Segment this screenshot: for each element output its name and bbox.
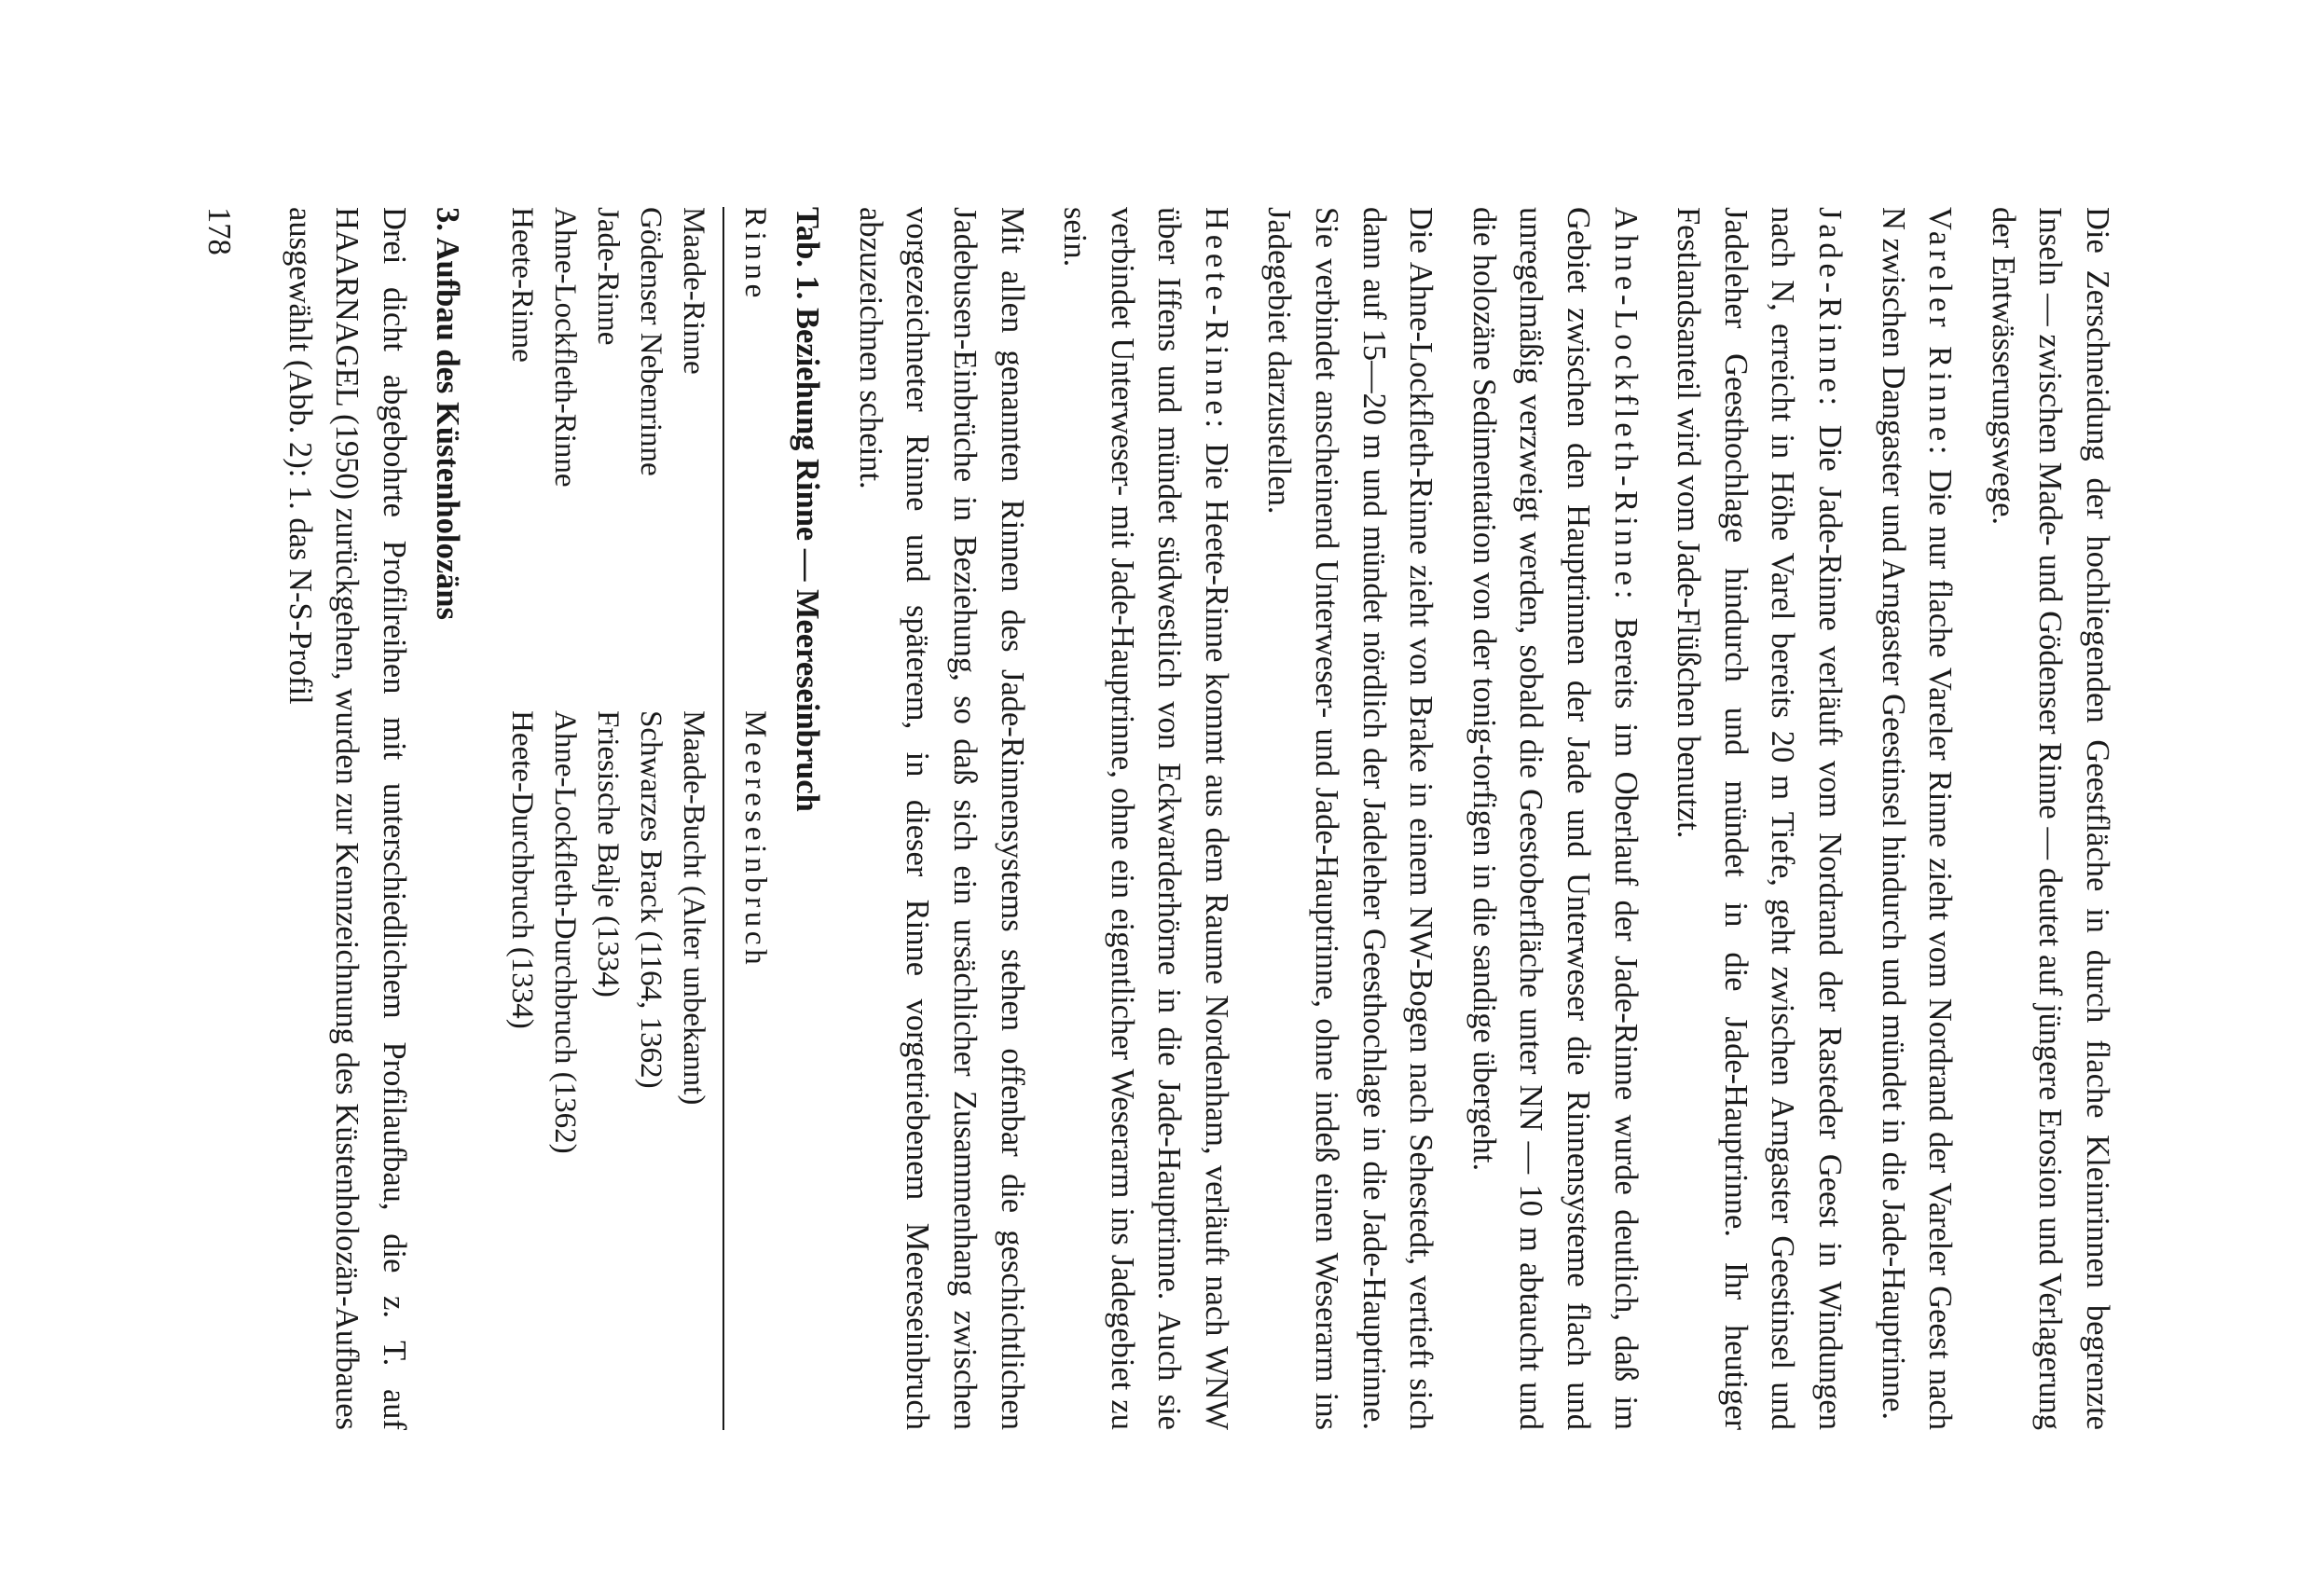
paragraph-lead: Jade-Rinne: — [1812, 207, 1849, 410]
cell-meereseinbruch: Ahne-Lockfleth-Durchbruch (1362) — [547, 710, 582, 1154]
cell-rinne: Gödenser Nebenrinne — [633, 207, 667, 476]
table-row — [501, 207, 544, 1430]
paragraph-text: Die Zerschneidung der hochliegenden Geestfläche in durch flache Kleinrinnen begrenzte Inseln — zwischen Made- und Gödenser Rinne — deutet auf jüngere Erosion und Verlagerung der Entwässerungswege. — [1985, 207, 2115, 1430]
paragraph — [1665, 207, 1853, 1430]
table-caption: Tab. 1. Beziehung Rinne — Meereseinbruch — [790, 207, 826, 812]
page-number: 178 — [201, 207, 237, 255]
paragraph-text: Die nur flache Vareler Rinne zieht vom Nordrand der Vareler Geest nach N zwischen Dangaster und Arngaster Geestinsel hindurch und mündet in die Jade-Hauptrinne. — [1875, 207, 1959, 1430]
paragraph — [1869, 207, 1963, 1430]
paragraph-text: Die Ahne-Lockfleth-Rinne zieht von Brake in einem NW-Bogen nach Sehestedt, vertieft sich dann auf 15—20 m und mündet nördlich der Jadeleher Geesthochlage in die Jade-Hauptrinne. Sie verbindet anscheinend Unterweser- und Jade-Hauptrinne, ohne indeß einen Weserarm ins Jadegebiet darzustellen. — [1261, 207, 1439, 1430]
cell-rinne: Heete-Rinne — [504, 207, 539, 363]
paragraph-lead: Heete-Rinne: — [1198, 207, 1234, 433]
text-column — [260, 207, 2121, 1430]
table-header-rinne: Rinne — [737, 207, 772, 302]
table-row — [544, 207, 586, 1430]
body-paragraphs — [846, 207, 2121, 1430]
section-heading: 3. Aufbau des Küstenholozäns — [429, 207, 465, 620]
paragraph-text: Mit allen genannten Rinnen des Jade-Rinnensystems stehen offenbar die geschichtlichen Jadebusen-Einbrüche in Beziehung, so daß sich ein ursächlicher Zusammenhang zwischen vorgezeichneter Rinne und späterem, in dieser Rinne vorgetriebenem Meereseinbruch abzuzeichnen scheint. — [852, 207, 1030, 1430]
paragraph — [1460, 207, 1648, 1430]
paragraph — [1052, 207, 1240, 1430]
cell-meereseinbruch: Schwarzes Brack (1164, 1362) — [633, 710, 667, 1089]
cell-meereseinbruch: Heete-Durchbruch (1334) — [504, 710, 539, 1029]
table-row — [586, 207, 629, 1430]
table-header-meereseinbruch: Meereseinbruch — [737, 710, 772, 970]
table-body — [501, 207, 723, 1430]
cell-rinne: Ahne-Lockfleth-Rinne — [547, 207, 582, 488]
section-paragraph: Drei dicht abgebohrte Profilreihen mit unterschiedlichem Profilaufbau, die z. T. auf HAARNAGEL (1950) zurückgehen, wurden zur Kennzeichnung des Küstenholozän-Aufbaues ausgewählt (Abb. 2): 1. das N-S-Profil — [282, 207, 412, 1430]
table-row — [629, 207, 672, 1430]
cell-rinne: Maade-Rinne — [672, 207, 723, 710]
cell-rinne: Jade-Rinne — [590, 207, 625, 346]
paragraph — [1256, 207, 1444, 1430]
rinne-table — [501, 207, 778, 1430]
table-row — [672, 207, 723, 1430]
paragraph-lead: Ahne-Lockfleth-Rinne: — [1607, 207, 1644, 604]
paragraph-text: Bereits im Oberlauf der Jade-Rinne wurde deutlich, daß im Gebiet zwischen den Hauptrinnen der Jade und Unterweser die Rinnensysteme flach und unregelmäßig verzweigt werden, sobald die Geestoberfläche unter NN — 10 m abtaucht und die holozäne Sedimentation von der tonig-torfigen in die sandige übergeht. — [1466, 207, 1644, 1430]
paragraph-text: Die Jade-Rinne verläuft vom Nordrand der Rasteder Geest in Windungen nach N, erreicht in Höhe Varel bereits 20 m Tiefe, geht zwischen Arngaster Geestinsel und Jadeleher Geesthochlage hindurch und mündet in die Jade-Hauptrinne. Ihr heutiger Festlandsanteil wird vom Jade-Flüßchen benutzt. — [1671, 207, 1849, 1430]
paragraph-lead: Vareler Rinne: — [1922, 207, 1959, 460]
cell-meereseinbruch: Maade-Bucht (Alter unbekannt) — [672, 710, 723, 1430]
paragraph — [1979, 207, 2121, 1430]
cell-meereseinbruch: Friesische Balje (1334) — [590, 710, 625, 998]
paragraph-text: Die Heete-Rinne kommt aus dem Raume Nordenham, verläuft nach WNW über Iffens und mündet südwestlich von Eckwarderhörne in die Jade-Hauptrinne. Auch sie verbindet Unterweser- mit Jade-Hauptrinne, ohne ein eigentlicher Weserarm ins Jadegebiet zu sein. — [1057, 207, 1234, 1430]
paragraph — [846, 207, 1035, 1430]
table-header-row — [723, 207, 778, 1430]
